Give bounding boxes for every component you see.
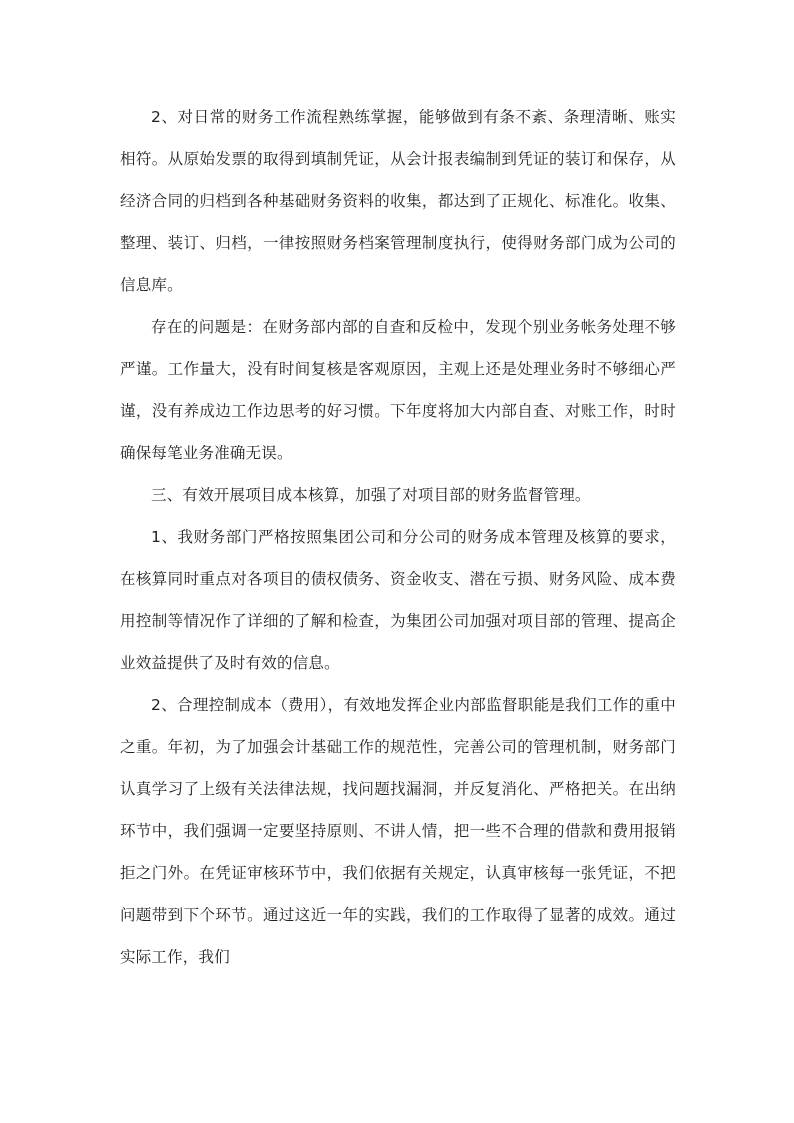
paragraph-cost-accounting: 1、我财务部门严格按照集团公司和分公司的财务成本管理及核算的要求，在核算同时重点对各项目的债权债务、资金收支、潜在亏损、财务风险、成本费用控制等情况作了详细的了解和检查，为集团公司加强对项目部的管理、提高企业效益提供了及时有效的信息。 [120,528,676,672]
document-body [120,96,676,978]
paragraph-existing-problems: 存在的问题是：在财务部内部的自查和反检中，发现个别业务帐务处理不够严谨。工作量大，没有时间复核是客观原因，主观上还是处理业务时不够细心严谨，没有养成边工作边思考的好习惯。下年度将加大内部自查、对账工作，时时确保每笔业务准确无误。 [120,318,676,462]
paragraph-section-three-heading: 三、有效开展项目成本核算，加强了对项目部的财务监督管理。 [151,486,591,504]
paragraph-daily-workflow: 2、对日常的财务工作流程熟练掌握，能够做到有条不紊、条理清晰、账实相符。从原始发票的取得到填制凭证，从会计报表编制到凭证的装订和保存，从经济合同的归档到各种基础财务资料的收集，都达到了正规化、标准化。收集、整理、装订、归档，一律按照财务档案管理制度执行，使得财务部门成为公司的信息库。 [120,108,676,294]
paragraph-cost-control: 2、合理控制成本（费用），有效地发挥企业内部监督职能是我们工作的重中之重。年初，为了加强会计基础工作的规范性，完善公司的管理机制，财务部门认真学习了上级有关法律法规，找问题找漏洞，并反复消化、严格把关。在出纳环节中，我们强调一定要坚持原则、不讲人情，把一些不合理的借款和费用报销拒之门外。在凭证审核环节中，我们依据有关规定，认真审核每一张凭证，不把问题带到下个环节。通过这近一年的实践，我们的工作取得了显著的成效。通过实际工作，我们 [120,696,676,966]
